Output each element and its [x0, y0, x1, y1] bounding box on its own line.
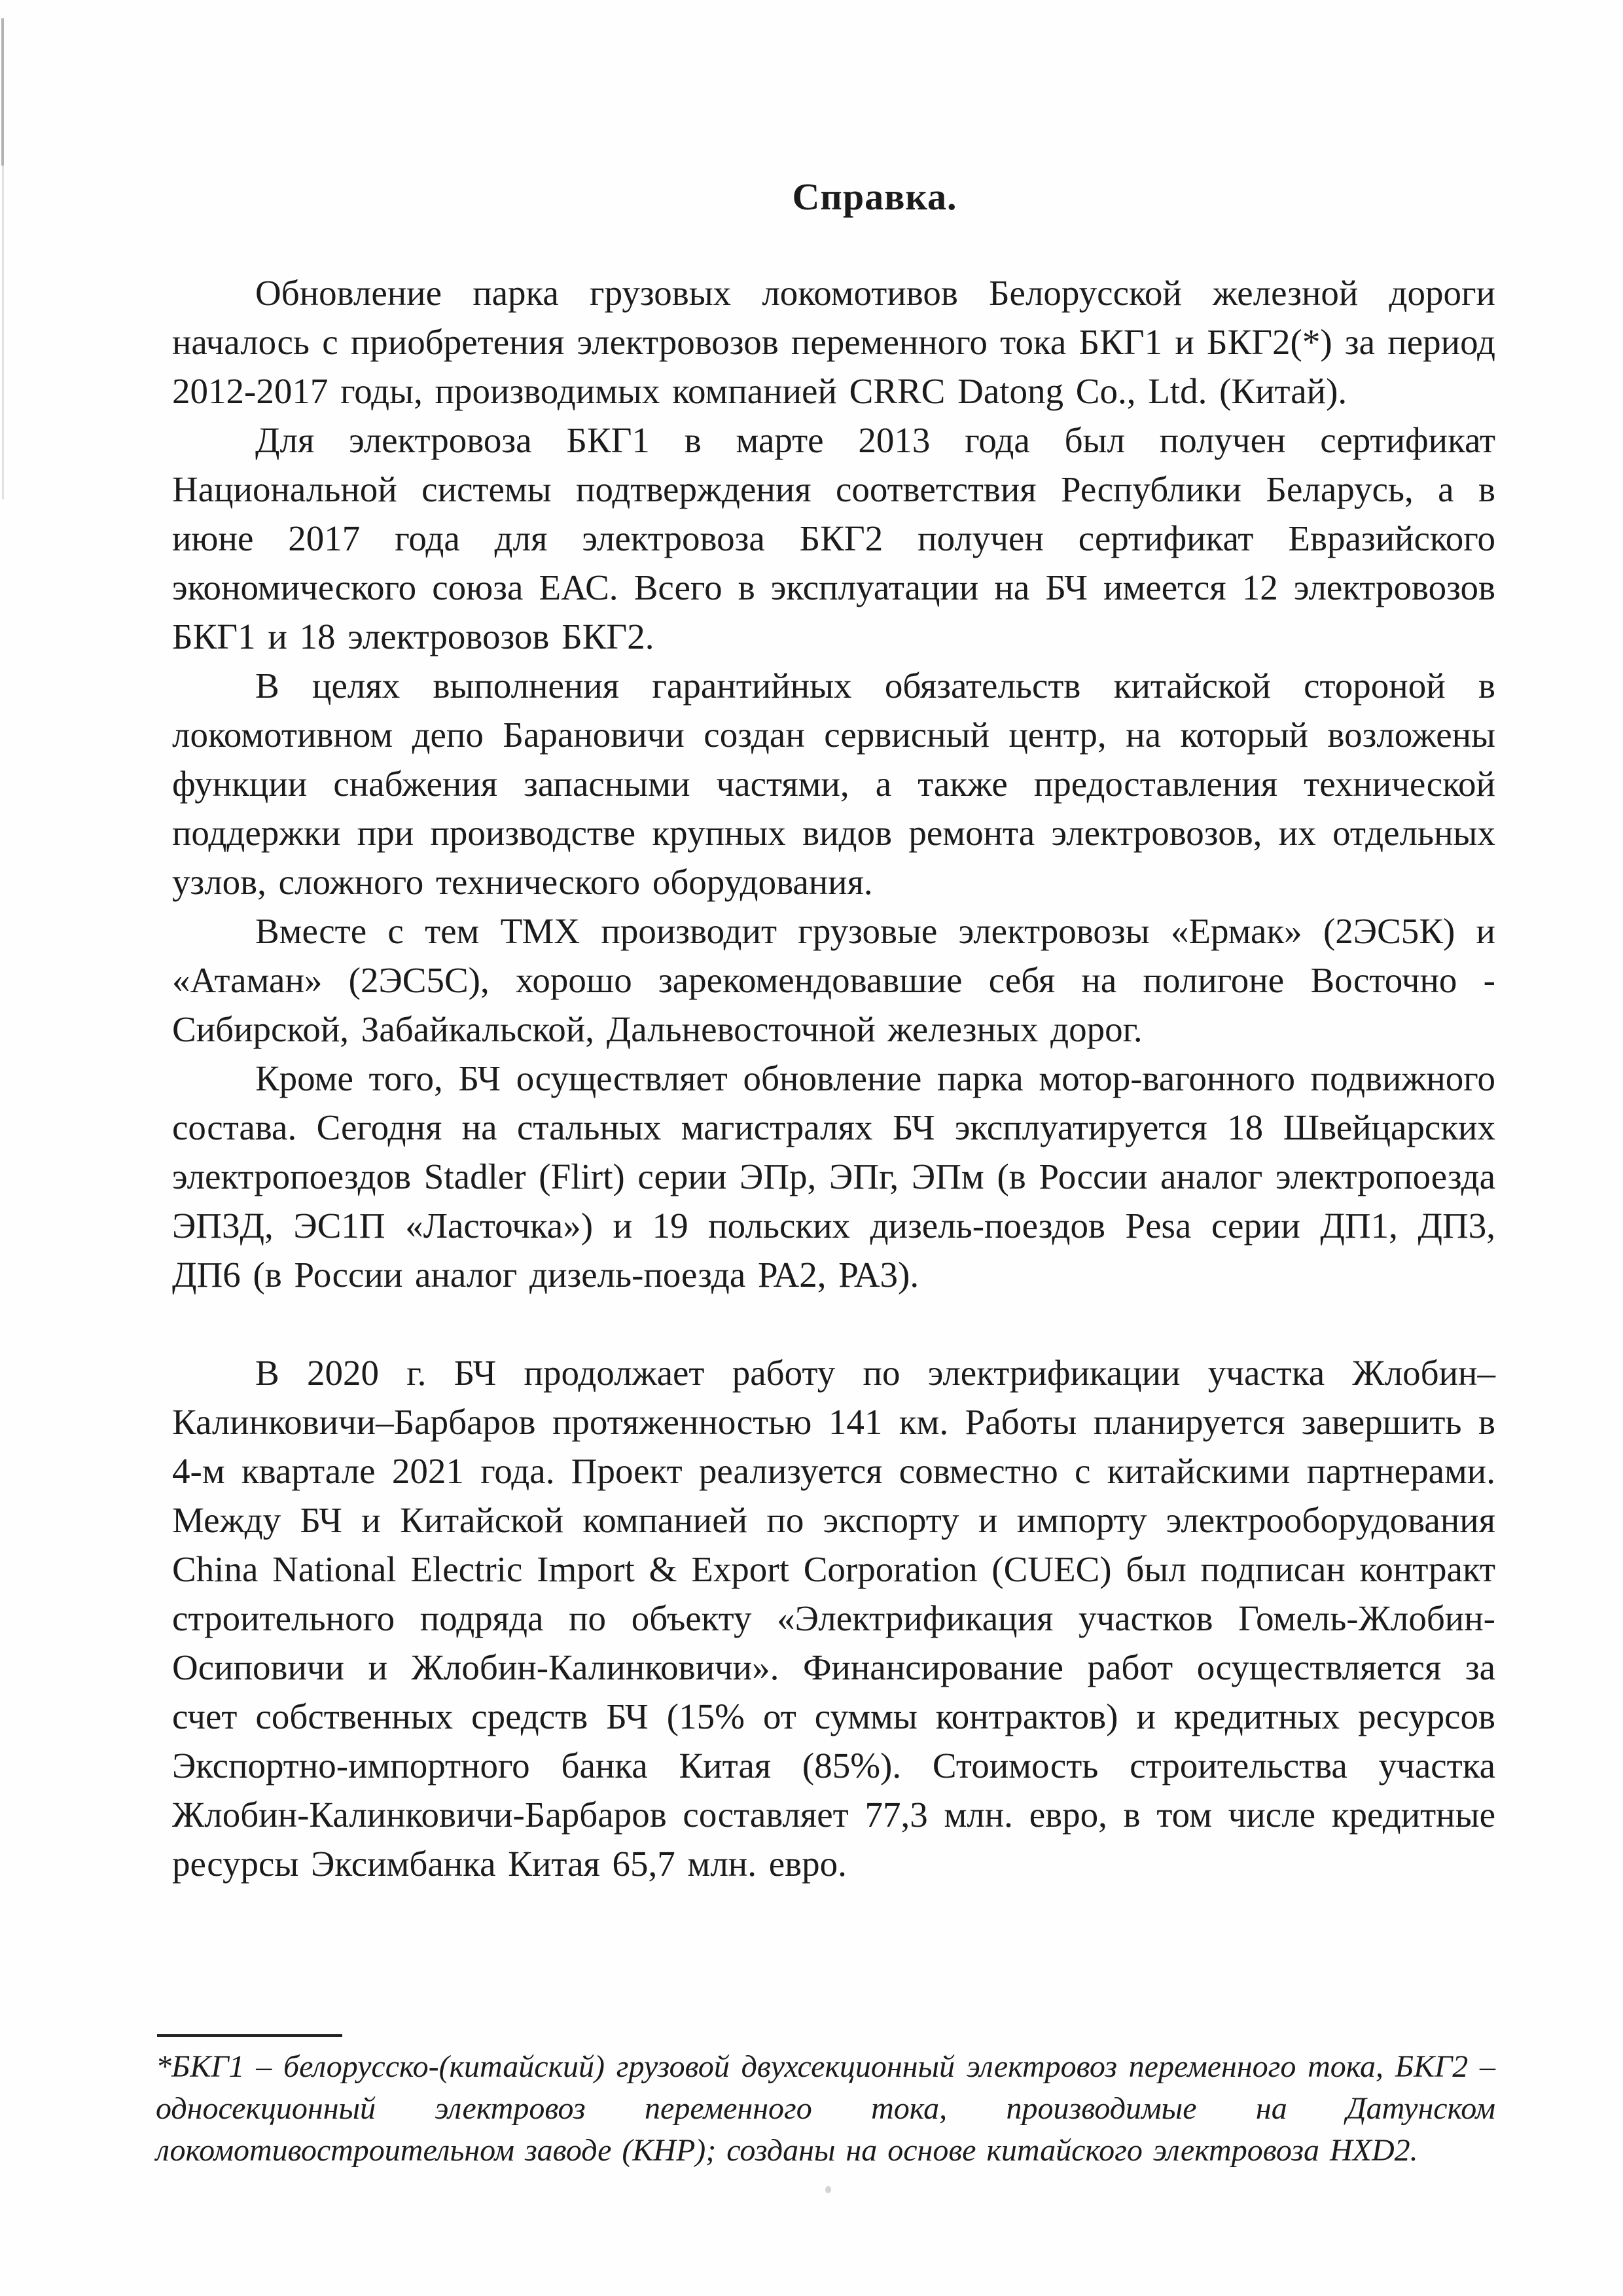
scan-artifact-line-lower — [2, 166, 4, 499]
paragraph-service-center: В целях выполнения гарантийных обязательств китайской стороной в локомотивном депо Барановичи создан сервисный центр, на который возложены функции снабжения запасными частями, а также предоставления технической поддержки при производстве крупных видов ремонта электровозов, их отдельных узлов, сложного технического оборудования. — [172, 666, 1495, 902]
paragraph-fleet-renewal: Обновление парка грузовых локомотивов Белорусской железной дороги началось с приобретения электровозов переменного тока БКГ1 и БКГ2(*) за период 2012-2017 годы, производимых компанией CRRC Datong Co., Ltd. (Китай). — [172, 273, 1495, 411]
scan-artifact-speck — [825, 2186, 831, 2193]
scan-artifact-line-top — [1, 18, 4, 166]
footnote — [156, 2034, 1495, 2172]
document-body — [172, 171, 1495, 1888]
document-title: Справка. — [792, 175, 957, 218]
paragraph-certificates: Для электровоза БКГ1 в марте 2013 года был получен сертификат Национальной системы подтверждения соответствия Республики Беларусь, а в июне 2017 года для электровоза БКГ2 получен сертификат Евразийского экономического союза ЕАС. Всего в эксплуатации на БЧ имеется 12 электровозов БКГ1 и 18 электровозов БКГ2. — [172, 420, 1495, 656]
paragraph-multiple-unit-stock: Кроме того, БЧ осуществляет обновление парка мотор-вагонного подвижного состава. Сегодня на стальных магистралях БЧ эксплуатируется 18 Швейцарских электропоездов Stadler (Flirt) серии ЭПр, ЭПг, ЭПм (в России аналог электропоезда ЭП3Д, ЭС1П «Ласточка») и 19 польских дизель-поездов Pesa серии ДП1, ДП3, ДП6 (в России аналог дизель-поезда РА2, РА3). — [172, 1058, 1495, 1295]
paragraph-electrification-2020: В 2020 г. БЧ продолжает работу по электрификации участка Жлобин–Калинковичи–Барбаров протяженностью 141 км. Работы планируется завершить в 4-м квартале 2021 года. Проект реализуется совместно с китайскими партнерами. Между БЧ и Китайской компанией по экспорту и импорту электрооборудования China National Electric Import & Export Corporation (CUEC) был подписан контракт строительного подряда по объекту «Электрификация участков Гомель-Жлобин-Осиповичи и Жлобин-Калинковичи». Финансирование работ осуществляется за счет собственных средств БЧ (15% от суммы контрактов) и кредитных ресурсов Экспортно-импортного банка Китая (85%). Стоимость строительства участка Жлобин-Калинковичи-Барбаров составляет 77,3 млн. евро, в том числе кредитные ресурсы Эксимбанка Китая 65,7 млн. евро. — [172, 1353, 1495, 1884]
footnote-text: *БКГ1 – белорусско-(китайский) грузовой двухсекционный электровоз переменного тока, БКГ2 – односекционный электровоз переменного тока, производимые на Датунском локомотивостроительном заводе (КНР); созданы на основе китайского электровоза HXD2. — [156, 2049, 1495, 2168]
footnote-separator — [157, 2034, 342, 2037]
paragraph-tmh-locomotives: Вместе с тем ТМХ производит грузовые электровозы «Ермак» (2ЭС5К) и «Атаман» (2ЭС5С), хорошо зарекомендовавшие себя на полигоне Восточно - Сибирской, Забайкальской, Дальневосточной железных дорог. — [172, 911, 1495, 1049]
paragraph-block — [172, 268, 1495, 1888]
